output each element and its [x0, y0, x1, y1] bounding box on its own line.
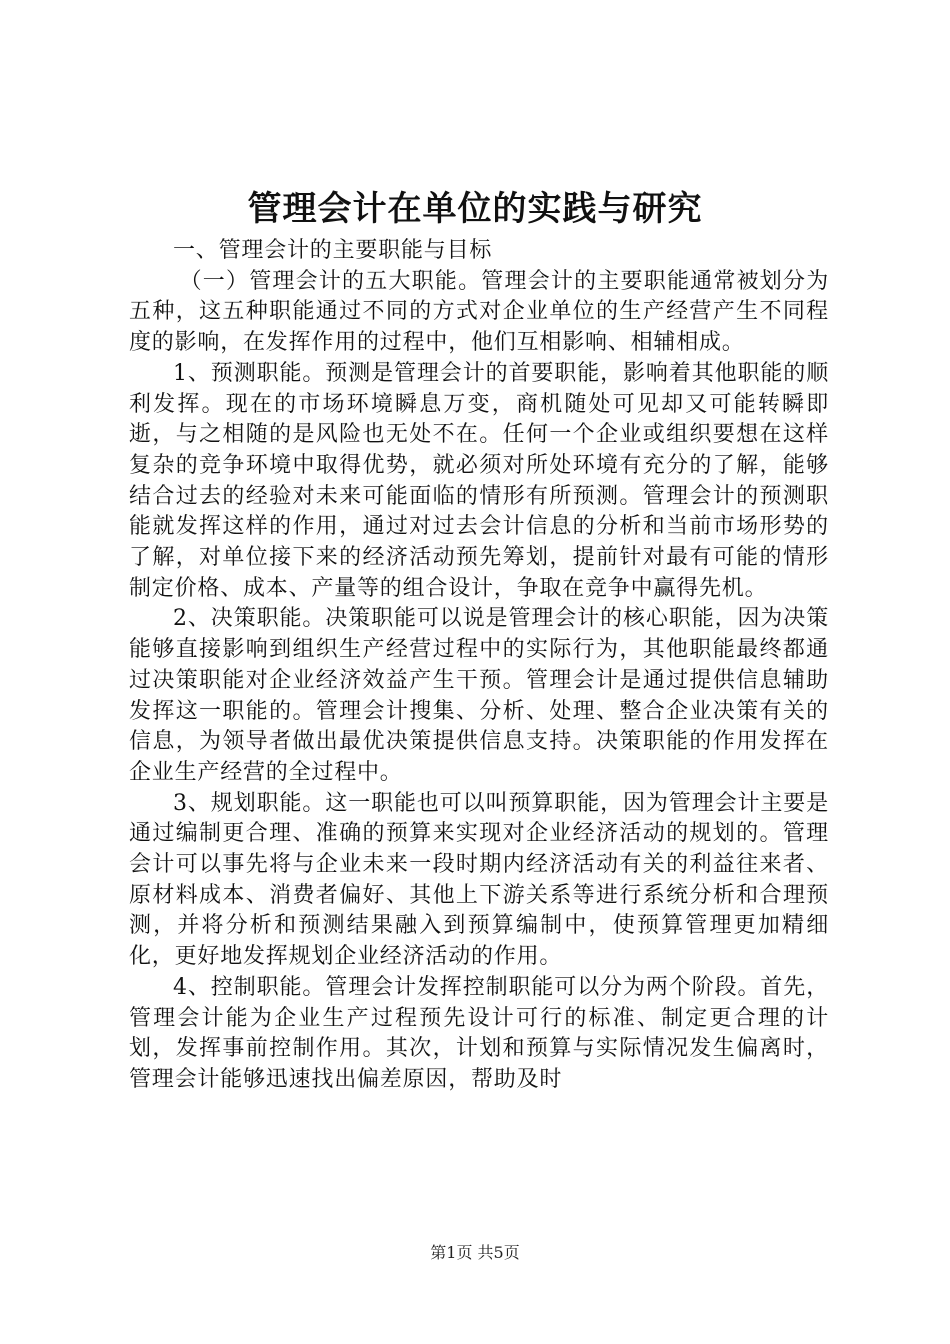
document-body [129, 236, 829, 1096]
paragraph: 1、预测职能。预测是管理会计的首要职能，影响着其他职能的顺利发挥。现在的市场环境瞬息万变，商机随处可见却又可能转瞬即逝，与之相随的是风险也无处不在。任何一个企业或组织要想在这样复杂的竞争环境中取得优势，就必须对所处环境有充分的了解，能够结合过去的经验对未来可能面临的情形有所预测。管理会计的预测职能就发挥这样的作用，通过对过去会计信息的分析和当前市场形势的了解，对单位接下来的经济活动预先筹划，提前针对最有可能的情形制定价格、成本、产量等的组合设计，争取在竞争中赢得先机。 [129, 360, 829, 601]
paragraph: （一）管理会计的五大职能。管理会计的主要职能通常被划分为五种，这五种职能通过不同的方式对企业单位的生产经营产生不同程度的影响，在发挥作用的过程中，他们互相影响、相辅相成。 [129, 268, 829, 356]
paragraph: 3、规划职能。这一职能也可以叫预算职能，因为管理会计主要是通过编制更合理、准确的预算来实现对企业经济活动的规划的。管理会计可以事先将与企业未来一段时期内经济活动有关的利益往来者、原材料成本、消费者偏好、其他上下游关系等进行系统分析和合理预测，并将分析和预测结果融入到预算编制中，使预算管理更加精细化，更好地发挥规划企业经济活动的作用。 [129, 790, 829, 970]
paragraph: 4、控制职能。管理会计发挥控制职能可以分为两个阶段。首先，管理会计能为企业生产过程预先设计可行的标准、制定更合理的计划，发挥事前控制作用。其次，计划和预算与实际情况发生偏离时，管理会计能够迅速找出偏差原因，帮助及时 [129, 974, 829, 1092]
paragraph: 2、决策职能。决策职能可以说是管理会计的核心职能，因为决策能够直接影响到组织生产经营过程中的实际行为，其他职能最终都通过决策职能对企业经济效益产生干预。管理会计是通过提供信息辅助发挥这一职能的。管理会计搜集、分析、处理、整合企业决策有关的信息，为领导者做出最优决策提供信息支持。决策职能的作用发挥在企业生产经营的全过程中。 [129, 606, 829, 785]
page-number-footer: 第1页 共5页 [430, 1243, 520, 1262]
section-heading: 一、管理会计的主要职能与目标 [173, 238, 493, 263]
document-title: 管理会计在单位的实践与研究 [247, 189, 703, 229]
